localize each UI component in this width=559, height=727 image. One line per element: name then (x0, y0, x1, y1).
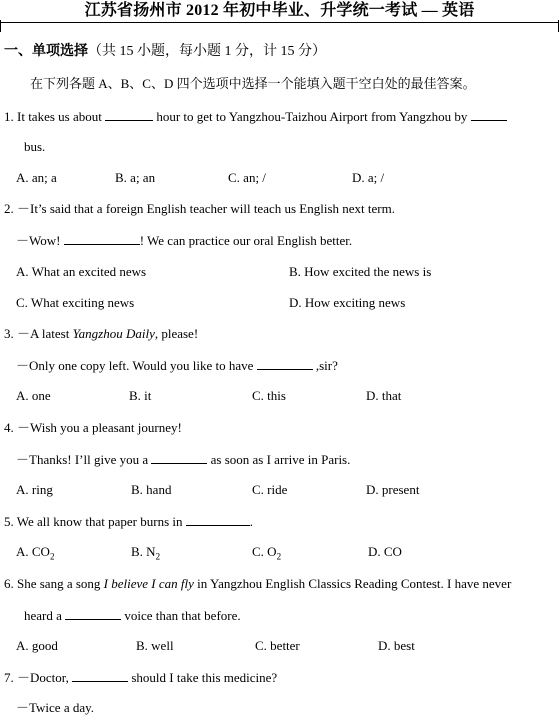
section-heading (4, 44, 326, 60)
question-6-option-a[interactable]: A. good (16, 638, 58, 653)
answer-blank (105, 108, 153, 121)
answer-blank (64, 232, 140, 245)
question-5-option-c[interactable]: C. $O_2$ (252, 544, 282, 562)
question-number: 3. (4, 326, 14, 341)
question-3-option-d[interactable]: D. that (366, 388, 402, 403)
song-title: I believe I can fly (103, 576, 194, 591)
answer-blank (72, 669, 128, 682)
question-number: 2. (4, 201, 14, 216)
question-4-option-b[interactable]: B. hand (131, 482, 172, 497)
question-4-line-1: 4. －Wish you a pleasant journey! (4, 420, 182, 435)
question-4-option-a[interactable]: A. ring (16, 482, 53, 497)
question-1-line-2: bus. (24, 139, 46, 154)
question-6-line-2: heard a voice than that before. (24, 608, 241, 623)
section-instruction: 在下列各题 A、B、C、D 四个选项中选择一个能填入题干空白处的最佳答案。 (30, 76, 476, 91)
question-1-option-b[interactable]: B. a; an (115, 170, 156, 185)
question-6-option-c[interactable]: C. better (255, 638, 300, 653)
answer-blank (65, 607, 121, 620)
question-2-option-d[interactable]: D. How exciting news (289, 295, 406, 310)
section-label: 一、单项选择 (4, 44, 88, 59)
page-header (0, 0, 559, 23)
exam-title: 江苏省扬州市 2012 年初中毕业、升学统一考试 — 英语 (84, 2, 475, 19)
question-6-line-1: 6. She sang a song I believe I can fly in Yangzhou English Classics Reading Contest. I have never (4, 576, 512, 591)
answer-blank (257, 357, 313, 370)
question-2-option-b[interactable]: B. How excited the news is (289, 264, 432, 279)
question-2-line-2: －Wow! ! We can practice our oral English better. (16, 233, 353, 248)
question-2-option-a[interactable]: A. What an excited news (16, 264, 147, 279)
header-left-tick (0, 20, 1, 32)
question-3-option-c[interactable]: C. this (252, 388, 286, 403)
newspaper-title: Yangzhou Daily (72, 326, 155, 341)
question-4-option-c[interactable]: C. ride (252, 482, 288, 497)
question-4-line-2: －Thanks! I’ll give you a as soon as I arrive in Paris. (16, 452, 351, 467)
question-number: 4. (4, 420, 14, 435)
question-3-line-1: 3. －A latest Yangzhou Daily, please! (4, 326, 199, 341)
question-5-option-d[interactable]: D. CO (368, 544, 402, 559)
answer-blank (186, 513, 250, 526)
answer-blank (471, 108, 507, 121)
question-1-option-c[interactable]: C. an; / (228, 170, 266, 185)
question-7-line-2: －Twice a day. (16, 700, 95, 715)
question-2-line-1: 2. －It’s said that a foreign English teacher will teach us English next term. (4, 201, 395, 216)
question-5-option-a[interactable]: A. $CO_2$ (16, 544, 55, 562)
question-7-line-1: 7. －Doctor, should I take this medicine? (4, 670, 278, 685)
answer-blank (151, 451, 207, 464)
question-2-option-c[interactable]: C. What exciting news (16, 295, 135, 310)
question-6-option-d[interactable]: D. best (378, 638, 415, 653)
question-3-option-b[interactable]: B. it (129, 388, 152, 403)
question-3-line-2: －Only one copy left. Would you like to have ,sir? (16, 358, 338, 373)
question-number: 6. (4, 576, 14, 591)
section-detail: （共 15 小题，每小题 1 分，计 15 分） (88, 44, 326, 59)
question-5-line-1: 5. We all know that paper burns in . (4, 514, 254, 529)
question-5-option-b[interactable]: B. $N_2$ (131, 544, 161, 562)
question-4-option-d[interactable]: D. present (366, 482, 420, 497)
question-1-option-d[interactable]: D. a; / (352, 170, 385, 185)
question-number: 7. (4, 670, 14, 685)
question-1-option-a[interactable]: A. an; a (16, 170, 57, 185)
question-number: 5. (4, 514, 14, 529)
question-3-option-a[interactable]: A. one (16, 388, 51, 403)
question-6-option-b[interactable]: B. well (136, 638, 174, 653)
question-number: 1. (4, 109, 14, 124)
question-1-line-1: 1. It takes us about hour to get to Yangzhou-Taizhou Airport from Yangzhou by (4, 108, 507, 125)
